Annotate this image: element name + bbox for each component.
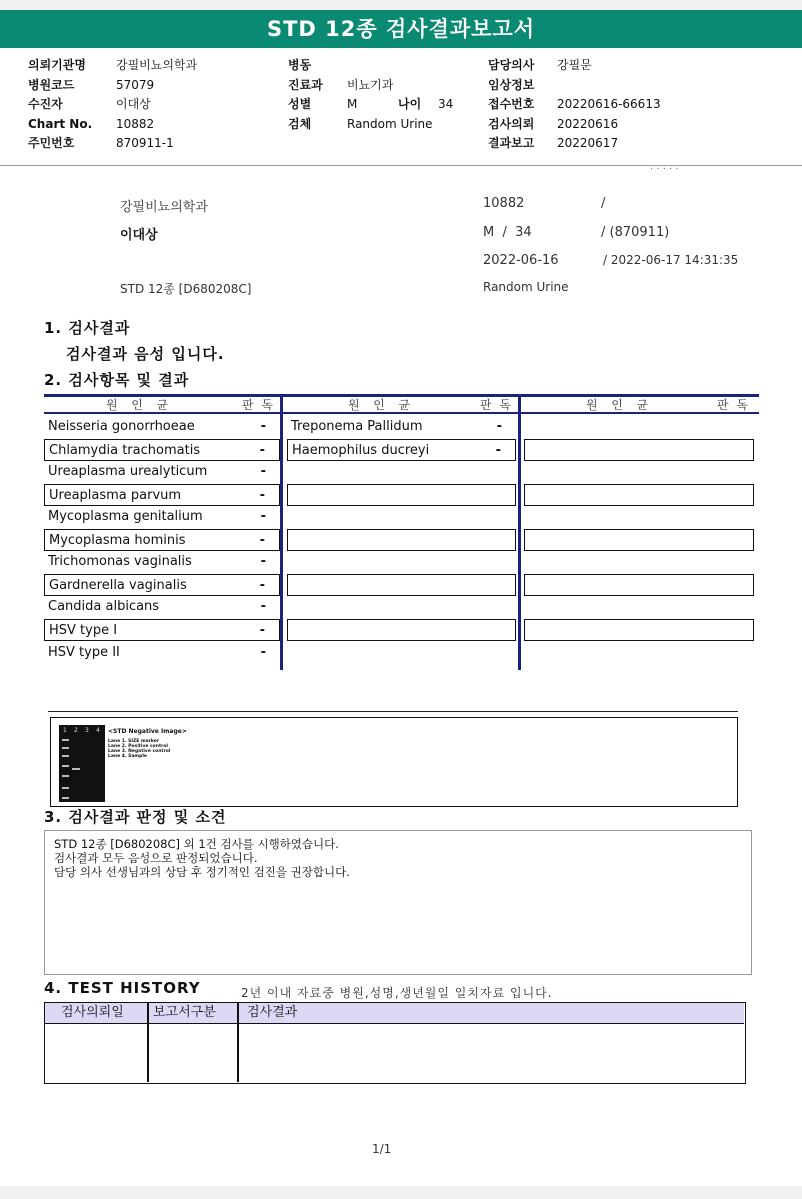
result-row <box>44 619 280 641</box>
pathogen-result: - <box>260 419 266 434</box>
empty-result-row <box>524 619 754 641</box>
report-title: STD 12종 검사결과보고서 <box>0 10 802 48</box>
history-th-report-type: 보고서구분 <box>153 1005 216 1020</box>
empty-result-row <box>524 574 754 596</box>
section1-title: 1. 검사결과 <box>44 319 131 337</box>
opinion-line: STD 12종 [D680208C] 외 1건 검사를 시행하였습니다. <box>54 837 339 851</box>
pathogen-name: Ureaplasma parvum <box>49 488 182 503</box>
empty-result-row <box>287 529 516 551</box>
gel-legend-line: Lane 2. Positive control <box>108 744 168 749</box>
section4-title: 4. TEST HISTORY <box>44 979 201 997</box>
value-sex: M <box>347 97 358 111</box>
label-chart-no: Chart No. <box>28 116 93 131</box>
gel-band <box>62 755 69 757</box>
result-row <box>287 439 516 461</box>
gel-band <box>62 797 69 799</box>
pathogen-result: - <box>260 554 266 569</box>
value-request-date: 20220616 <box>557 116 619 131</box>
label-report-date: 결과보고 <box>488 136 535 150</box>
report-birth: / (870911) <box>601 225 670 240</box>
value-resident-no: 870911-1 <box>116 136 174 150</box>
opinion-line: 검사결과 모두 음성으로 판정되었습니다. <box>54 851 258 865</box>
result-row <box>44 416 280 438</box>
gel-band <box>62 739 69 741</box>
label-specimen: 검체 <box>288 116 312 131</box>
value-doctor: 강필문 <box>557 58 592 72</box>
value-hospital-code: 57079 <box>116 77 155 92</box>
label-age: 나이 <box>398 97 422 111</box>
section3-title: 3. 검사결과 판정 및 소견 <box>44 808 227 826</box>
pathogen-name: Ureaplasma urealyticum <box>48 464 208 479</box>
result-row <box>44 461 280 483</box>
pathogen-name: HSV type II <box>48 645 120 660</box>
section1-summary: 검사결과 음성 입니다. <box>66 345 225 363</box>
report-date-reported: / 2022-06-17 14:31:35 <box>603 253 739 267</box>
table-column-divider <box>518 394 521 670</box>
header-col-2 <box>288 56 453 134</box>
value-receipt-no: 20220616-66613 <box>557 97 661 111</box>
section2-title: 2. 검사항목 및 결과 <box>44 371 190 389</box>
label-doctor: 담당의사 <box>488 58 535 72</box>
result-row <box>44 484 280 506</box>
report-date-received: 2022-06-16 <box>483 253 559 268</box>
label-clinical-info: 임상정보 <box>488 77 535 92</box>
report-clinic: 강필비뇨의학과 <box>120 200 208 215</box>
empty-result-row <box>524 484 754 506</box>
empty-result-row <box>287 619 516 641</box>
gel-legend-line: Lane 4. Sample <box>108 754 147 759</box>
page-number: 1/1 <box>372 1142 392 1156</box>
result-row <box>44 574 280 596</box>
pathogen-name: Haemophilus ducreyi <box>292 443 430 458</box>
empty-result-row <box>524 439 754 461</box>
empty-result-row <box>287 574 516 596</box>
label-ward: 병동 <box>288 58 312 72</box>
history-column-divider <box>147 1003 149 1082</box>
result-row <box>287 416 516 438</box>
label-patient: 수진자 <box>28 97 63 111</box>
table-column-divider <box>280 394 283 670</box>
value-chart-no: 10882 <box>116 116 155 131</box>
gel-legend-title: <STD Negative Image> <box>108 728 187 735</box>
th-pathogen-3: 원 인 균 <box>586 398 651 412</box>
label-institution: 의뢰기관명 <box>28 58 86 72</box>
pathogen-result: - <box>259 623 265 638</box>
results-table <box>44 394 759 670</box>
result-row <box>44 506 280 528</box>
pathogen-name: Chlamydia trachomatis <box>49 443 201 458</box>
history-column-divider <box>237 1003 239 1082</box>
pathogen-result: - <box>260 645 266 660</box>
history-table <box>44 1002 746 1084</box>
pathogen-name: Gardnerella vaginalis <box>49 578 187 593</box>
label-receipt-no: 접수번호 <box>488 97 535 111</box>
th-result-2: 판 독 <box>480 398 513 412</box>
empty-result-row <box>524 529 754 551</box>
result-row <box>44 439 280 461</box>
pathogen-name: Candida albicans <box>48 599 160 614</box>
label-hospital-code: 병원코드 <box>28 77 75 92</box>
th-pathogen-1: 원 인 균 <box>106 398 171 412</box>
gel-lane-number: 3 <box>85 727 89 734</box>
report-slash: / <box>601 196 606 211</box>
gel-lane-number: 2 <box>74 727 78 734</box>
pathogen-name: Mycoplasma hominis <box>49 533 186 548</box>
value-institution: 강필비뇨의학과 <box>116 58 198 72</box>
history-th-request-date: 검사의뢰일 <box>61 1005 124 1020</box>
gel-legend-line: Lane 3. Negative control <box>108 749 171 754</box>
gel-legend <box>108 728 188 796</box>
report-sex-age: M / 34 <box>483 225 532 240</box>
pathogen-name: HSV type I <box>49 623 118 638</box>
history-header-row <box>45 1003 744 1024</box>
result-row <box>44 529 280 551</box>
report-specimen: Random Urine <box>483 280 569 294</box>
pathogen-result: - <box>260 509 266 524</box>
label-resident-no: 주민번호 <box>28 136 75 150</box>
history-th-result: 검사결과 <box>247 1005 298 1020</box>
value-age: 34 <box>438 97 454 111</box>
th-pathogen-2: 원 인 균 <box>348 398 413 412</box>
label-department: 진료과 <box>288 77 323 92</box>
pathogen-result: - <box>260 599 266 614</box>
history-note: 2년 이내 자료중 병원,성명,생년월일 일치자료 입니다. <box>241 986 553 1000</box>
opinion-box <box>44 830 752 975</box>
opinion-line: 담당 의사 선생님과의 상담 후 정기적인 검진을 권장합니다. <box>54 865 350 879</box>
result-row <box>44 551 280 573</box>
gel-band <box>62 747 69 749</box>
gel-image-box <box>50 717 738 807</box>
pathogen-result: - <box>495 443 501 458</box>
pathogen-name: Neisseria gonorrhoeae <box>48 419 195 434</box>
report-patient: 이대상 <box>120 228 158 243</box>
pathogen-result: - <box>260 464 266 479</box>
gel-band <box>72 768 80 770</box>
pathogen-result: - <box>259 578 265 593</box>
gel-legend-line: Lane 1. SIZE marker <box>108 739 160 744</box>
top-fragment-text: · · · · · <box>650 164 679 175</box>
pathogen-result: - <box>259 443 265 458</box>
header-col-3 <box>488 56 661 154</box>
gel-band <box>62 765 69 767</box>
report-header <box>0 48 802 166</box>
result-row <box>44 596 280 618</box>
value-specimen: Random Urine <box>347 116 433 131</box>
report-page <box>0 166 802 1186</box>
pathogen-result: - <box>259 488 265 503</box>
gel-top-rule <box>48 711 738 712</box>
th-result-1: 판 독 <box>242 398 275 412</box>
gel-band <box>62 787 69 789</box>
empty-result-row <box>287 484 516 506</box>
gel-lane-number: 1 <box>63 727 67 734</box>
gel-band <box>62 775 69 777</box>
report-chart-no: 10882 <box>483 196 525 211</box>
pathogen-name: Mycoplasma genitalium <box>48 509 203 524</box>
report-test-name: STD 12종 [D680208C] <box>120 282 252 296</box>
pathogen-name: Treponema Pallidum <box>291 419 423 434</box>
value-report-date: 20220617 <box>557 136 619 150</box>
pathogen-name: Trichomonas vaginalis <box>48 554 192 569</box>
value-patient: 이대상 <box>116 97 151 111</box>
value-department: 비뇨기과 <box>347 77 394 92</box>
pathogen-result: - <box>496 419 502 434</box>
label-sex: 성별 <box>288 97 312 111</box>
pathogen-result: - <box>259 533 265 548</box>
result-row <box>44 642 280 664</box>
label-request-date: 검사의뢰 <box>488 116 535 131</box>
th-result-3: 판 독 <box>717 398 750 412</box>
gel-lane-number: 4 <box>96 727 100 734</box>
header-col-1 <box>28 56 197 154</box>
gel-electrophoresis-image <box>59 725 105 802</box>
